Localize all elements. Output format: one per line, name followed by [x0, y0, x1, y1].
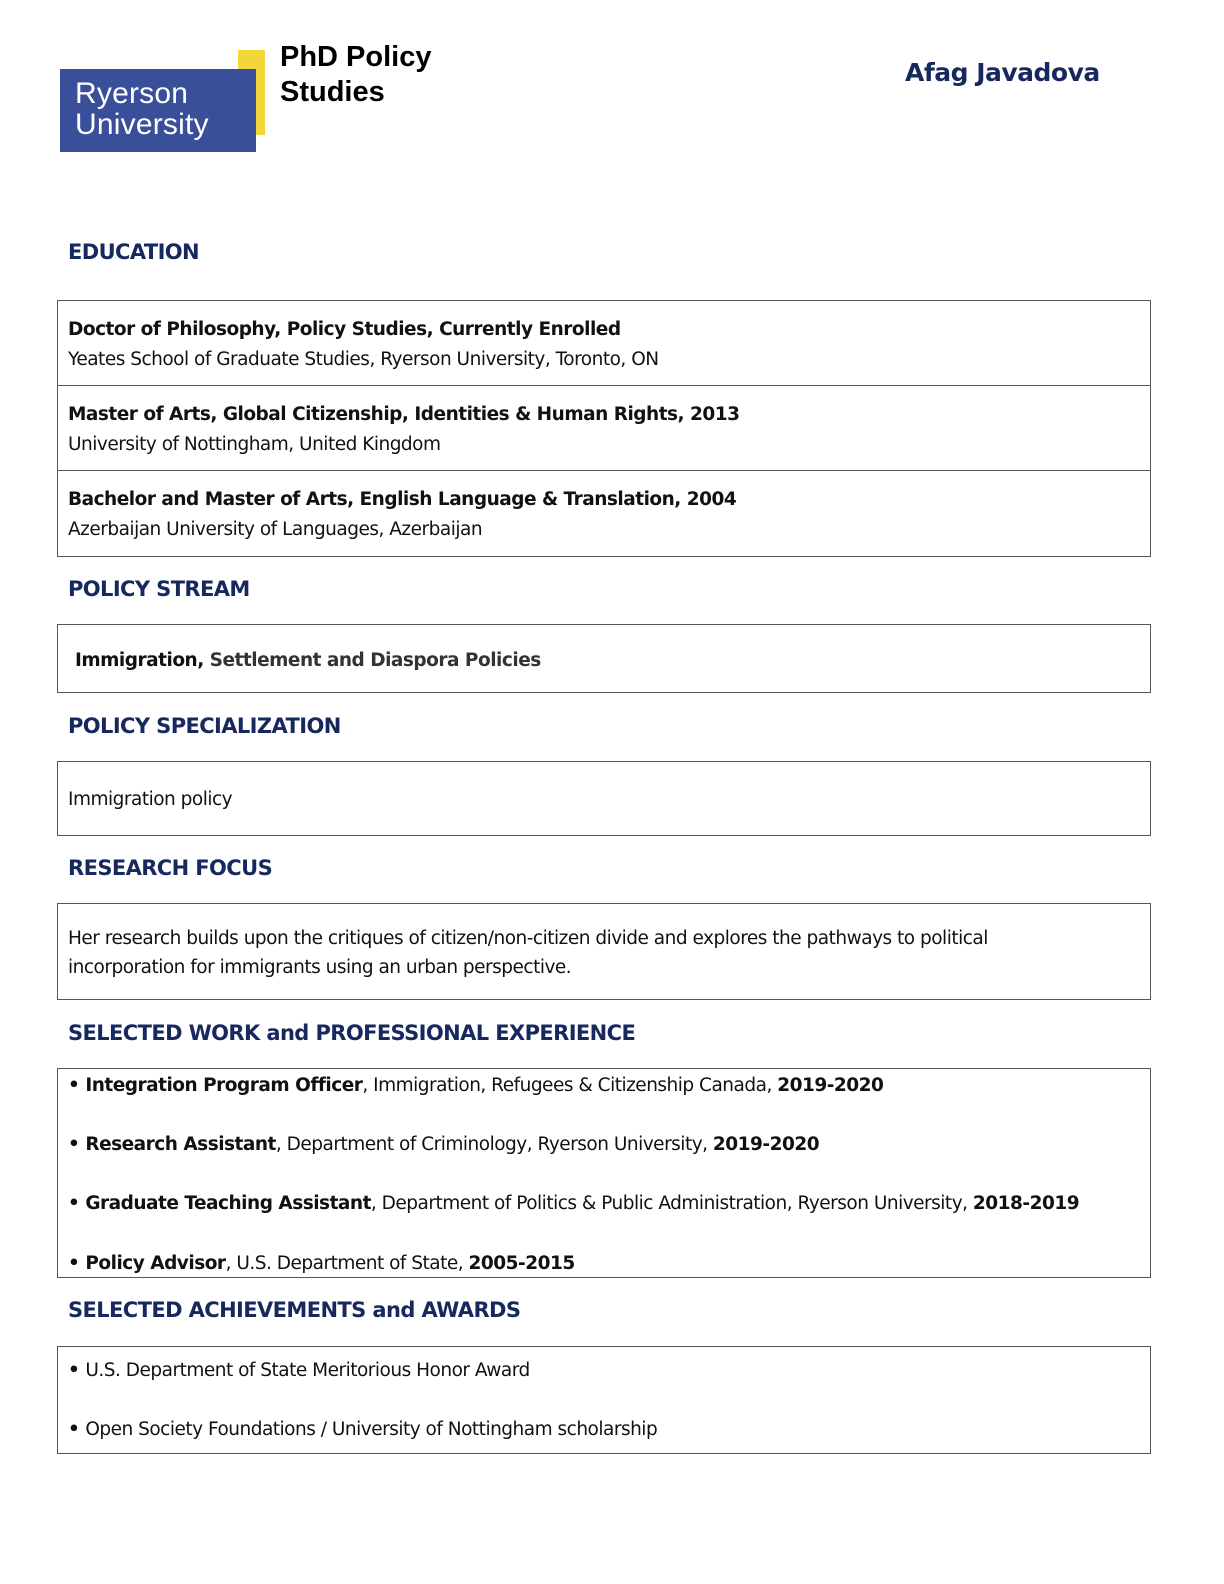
experience-item — [68, 1071, 883, 1101]
experience-item — [68, 1189, 1079, 1219]
education-degree: Doctor of Philosophy, Policy Studies, Currently Enrolled — [68, 319, 621, 340]
award-item — [68, 1415, 657, 1445]
bullet-icon: • — [68, 1193, 80, 1214]
policy-stream-bold: Immigration, — [75, 650, 204, 671]
experience-detail: , Department of Criminology, Ryerson University, — [275, 1134, 713, 1155]
education-box — [57, 300, 1151, 557]
policy-stream-rest: Settlement and Diaspora Policies — [203, 650, 541, 671]
program-title-line-1: PhD Policy — [280, 41, 432, 73]
education-entry — [58, 471, 1150, 556]
research-focus-line-1: Her research builds upon the critiques of citizen/non-citizen divide and explores the pathways to political — [68, 928, 988, 949]
education-institution: Azerbaijan University of Languages, Azerbaijan — [68, 519, 483, 540]
experience-heading: SELECTED WORK and PROFESSIONAL EXPERIENCE — [68, 1021, 636, 1045]
person-name: Afag Javadova — [905, 58, 1100, 87]
policy-specialization-text: Immigration policy — [68, 789, 233, 810]
experience-detail: , Immigration, Refugees & Citizenship Canada, — [362, 1075, 778, 1096]
policy-stream-box — [57, 624, 1151, 693]
experience-years: 2005-2015 — [468, 1253, 575, 1274]
experience-years: 2019-2020 — [712, 1134, 820, 1155]
logo-line-2: University — [75, 108, 209, 141]
research-focus-line-2: incorporation for immigrants using an urban perspective. — [68, 957, 572, 978]
research-focus-heading: RESEARCH FOCUS — [68, 856, 273, 880]
bullet-icon: • — [68, 1253, 80, 1274]
education-institution: Yeates School of Graduate Studies, Ryerson University, Toronto, ON — [68, 349, 659, 370]
policy-stream-text — [75, 646, 541, 676]
experience-title: Integration Program Officer — [85, 1075, 363, 1096]
award-item — [68, 1356, 530, 1386]
experience-title: Research Assistant — [85, 1134, 276, 1155]
education-degree: Bachelor and Master of Arts, English Language & Translation, 2004 — [68, 489, 737, 510]
awards-heading: SELECTED ACHIEVEMENTS and AWARDS — [68, 1298, 521, 1322]
education-entry — [58, 301, 1150, 386]
experience-detail: , U.S. Department of State, — [225, 1253, 469, 1274]
experience-title: Policy Advisor — [85, 1253, 226, 1274]
bullet-icon: • — [68, 1360, 80, 1381]
experience-title: Graduate Teaching Assistant — [85, 1193, 371, 1214]
bullet-icon: • — [68, 1075, 80, 1096]
research-focus-box — [57, 903, 1151, 1000]
logo-line-1: Ryerson — [75, 77, 189, 110]
logo-text — [75, 78, 209, 140]
ryerson-university-logo — [60, 50, 266, 152]
experience-detail: , Department of Politics & Public Administration, Ryerson University, — [370, 1193, 973, 1214]
award-text: Open Society Foundations / University of Nottingham scholarship — [85, 1419, 658, 1440]
bullet-icon: • — [68, 1419, 80, 1440]
experience-item — [68, 1249, 575, 1279]
policy-stream-heading: POLICY STREAM — [68, 577, 250, 601]
experience-item — [68, 1130, 819, 1160]
research-focus-text — [68, 924, 988, 982]
program-title — [280, 40, 432, 110]
program-title-line-2: Studies — [280, 76, 385, 108]
experience-years: 2019-2020 — [777, 1075, 884, 1096]
education-degree: Master of Arts, Global Citizenship, Identities & Human Rights, 2013 — [68, 404, 740, 425]
education-heading: EDUCATION — [68, 240, 200, 264]
policy-specialization-heading: POLICY SPECIALIZATION — [68, 714, 341, 738]
experience-years: 2018-2019 — [972, 1193, 1080, 1214]
experience-box — [57, 1068, 1151, 1278]
education-institution: University of Nottingham, United Kingdom — [68, 434, 441, 455]
awards-box — [57, 1346, 1151, 1454]
bullet-icon: • — [68, 1134, 80, 1155]
policy-specialization-box — [57, 761, 1151, 836]
award-text: U.S. Department of State Meritorious Honor Award — [85, 1360, 530, 1381]
education-entry — [58, 386, 1150, 471]
